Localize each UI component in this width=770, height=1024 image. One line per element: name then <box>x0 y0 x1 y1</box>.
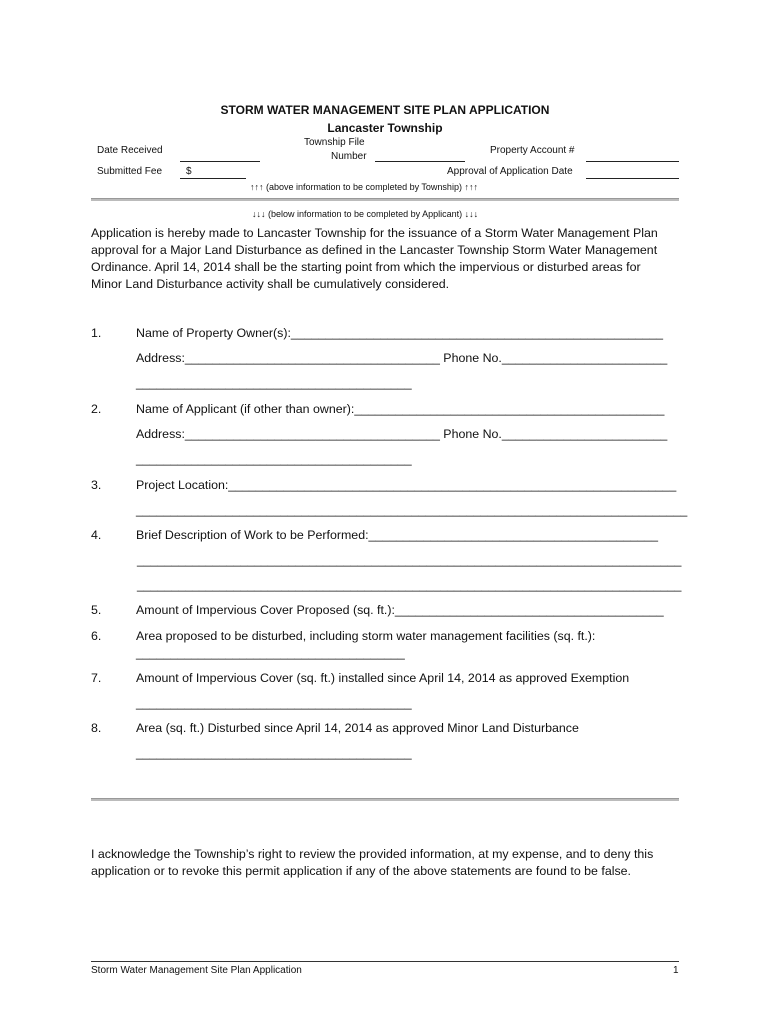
page-subtitle: Lancaster Township <box>327 121 443 135</box>
item-number: 8. <box>91 721 102 735</box>
impervious-installed-field[interactable]: ________________________________________ <box>136 696 412 710</box>
footer-title: Storm Water Management Site Plan Application <box>91 965 302 976</box>
property-account-label: Property Account # <box>490 145 575 156</box>
applicant-section-note: ↓↓↓ (below information to be completed by Applicant) ↓↓↓ <box>252 209 479 219</box>
intro-line-2: approval for a Major Land Disturbance as defined in the Lancaster Township Storm Water Management <box>91 243 658 257</box>
intro-line-1: Application is hereby made to Lancaster Township for the issuance of a Storm Water Management Plan <box>91 226 658 240</box>
item-number: 6. <box>91 629 102 643</box>
acknowledge-line-1: I acknowledge the Township’s right to review the provided information, at my expense, and to deny this <box>91 847 654 861</box>
work-description-extra-2[interactable]: _______________________________________________________________________________ <box>137 578 682 592</box>
approval-date-field[interactable] <box>586 178 679 179</box>
intro-line-3: Ordinance. April 14, 2014 shall be the starting point from which the impervious or disturbed areas for <box>91 260 641 274</box>
project-location-field[interactable]: Project Location:_________________________________________________________________ <box>136 478 677 492</box>
work-description-extra-1[interactable]: _______________________________________________________________________________ <box>137 553 682 567</box>
item-number: 2. <box>91 402 102 416</box>
section-divider-bottom <box>91 798 679 801</box>
project-location-extra-field[interactable]: ________________________________________________________________________________ <box>136 503 688 517</box>
property-owner-field[interactable]: Name of Property Owner(s):______________________________________________________ <box>136 326 664 340</box>
property-account-field[interactable] <box>586 161 679 162</box>
dollar-sign: $ <box>186 166 192 177</box>
work-description-field[interactable]: Brief Description of Work to be Performed:__________________________________________ <box>136 528 658 542</box>
minor-disturbance-field[interactable]: ________________________________________ <box>136 746 412 760</box>
impervious-installed-label: Amount of Impervious Cover (sq. ft.) installed since April 14, 2014 as approved Exemption <box>136 671 630 685</box>
township-section-note: ↑↑↑ (above information to be completed by Township) ↑↑↑ <box>250 182 478 192</box>
footer-divider <box>91 961 679 962</box>
page-number: 1 <box>673 965 679 976</box>
township-file-label-2: Number <box>331 151 367 162</box>
item-number: 1. <box>91 326 102 340</box>
disturbed-area-field[interactable]: _______________________________________ <box>136 646 405 660</box>
impervious-cover-proposed-field[interactable]: Amount of Impervious Cover Proposed (sq. ft.):_______________________________________ <box>136 603 664 617</box>
approval-date-label: Approval of Application Date <box>447 166 573 177</box>
item-number: 5. <box>91 603 102 617</box>
item-number: 4. <box>91 528 102 542</box>
owner-address-extra-field[interactable]: ________________________________________ <box>136 376 412 390</box>
township-file-field[interactable] <box>375 161 465 162</box>
minor-disturbance-label: Area (sq. ft.) Disturbed since April 14, 2014 as approved Minor Land Disturbance <box>136 721 579 735</box>
applicant-address-field[interactable]: Address:_____________________________________ Phone No.________________________ <box>136 427 668 441</box>
applicant-address-extra-field[interactable]: ________________________________________ <box>136 452 412 466</box>
submitted-fee-field[interactable] <box>180 178 246 179</box>
date-received-label: Date Received <box>97 145 163 156</box>
item-number: 3. <box>91 478 102 492</box>
intro-line-4: Minor Land Disturbance activity shall be cumulatively considered. <box>91 277 450 291</box>
township-file-label-1: Township File <box>304 137 365 148</box>
applicant-name-field[interactable]: Name of Applicant (if other than owner):_____________________________________________ <box>136 402 665 416</box>
item-number: 7. <box>91 671 102 685</box>
acknowledge-line-2: application or to revoke this permit application if any of the above statements are found to be false. <box>91 864 631 878</box>
owner-address-field[interactable]: Address:_____________________________________ Phone No.________________________ <box>136 351 668 365</box>
submitted-fee-label: Submitted Fee <box>97 166 163 177</box>
section-divider-top <box>91 198 679 201</box>
disturbed-area-label: Area proposed to be disturbed, including storm water management facilities (sq. ft.): <box>136 629 596 643</box>
page-title: STORM WATER MANAGEMENT SITE PLAN APPLICATION <box>220 103 550 117</box>
date-received-field[interactable] <box>180 161 260 162</box>
